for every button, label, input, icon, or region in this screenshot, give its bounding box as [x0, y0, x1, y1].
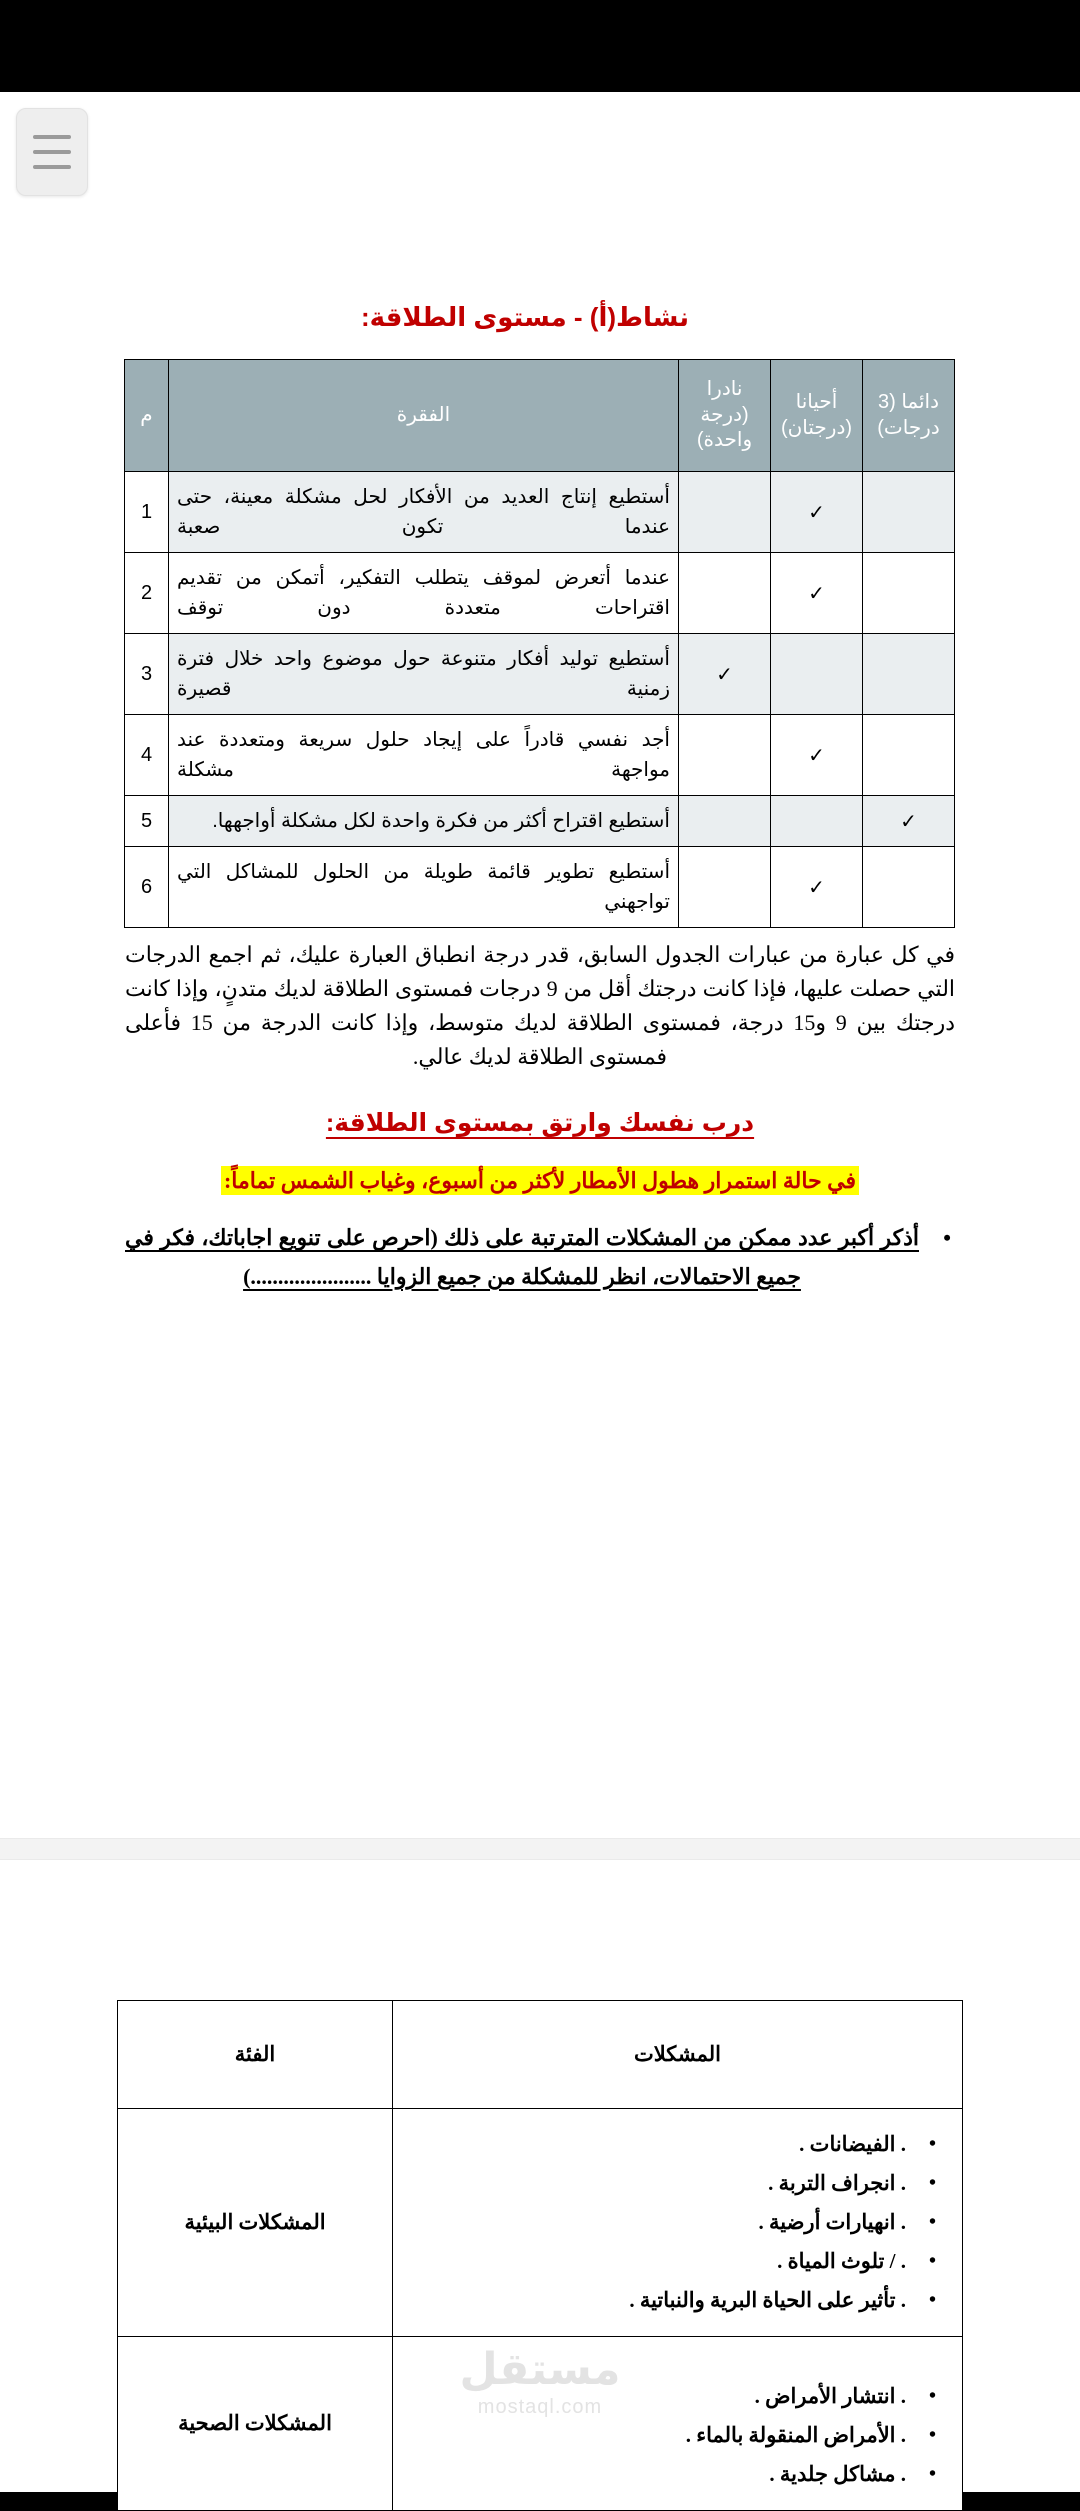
environmental-problems-list	[403, 2125, 936, 2320]
list-item: • . تأثير على الحياة البرية والنباتية .	[403, 2281, 936, 2320]
cell-always[interactable]: ✓	[863, 796, 955, 847]
cell-sometimes[interactable]: ✓	[771, 847, 863, 928]
cell-rarely[interactable]	[679, 553, 771, 634]
cell-sometimes[interactable]: ✓	[771, 553, 863, 634]
table-header-row	[125, 360, 955, 472]
header-item: الفقرة	[169, 360, 679, 472]
status-bar	[0, 0, 1080, 92]
list-item: • . انجراف التربة .	[403, 2164, 936, 2203]
table-row	[125, 472, 955, 553]
cell-item: أستطيع تطوير قائمة طويلة من الحلول للمشاكل التي تواجهني	[169, 847, 679, 928]
scenario-prompt	[125, 1138, 955, 1197]
list-item: • . الأمراض المنقولة بالماء .	[403, 2416, 936, 2455]
list-item: • . انتشار الأمراض .	[403, 2377, 936, 2416]
table-row	[125, 847, 955, 928]
cell-sometimes[interactable]: ✓	[771, 715, 863, 796]
header-category: الفئة	[118, 2001, 393, 2109]
list-item: • . مشاكل جلدية .	[403, 2455, 936, 2494]
header-sometimes: أحيانا (درجتان)	[771, 360, 863, 472]
cell-rarely[interactable]	[679, 472, 771, 553]
header-problems: المشكلات	[393, 2001, 963, 2109]
cell-item: أستطيع توليد أفكار متنوعة حول موضوع واحد خلال فترة زمنية قصيرة	[169, 634, 679, 715]
cell-always[interactable]	[863, 715, 955, 796]
hamburger-menu-icon	[33, 150, 71, 154]
list-item: • . انهيارات أرضية .	[403, 2203, 936, 2242]
health-problems-list	[403, 2377, 936, 2494]
page-2-content	[0, 2000, 1080, 2511]
cell-item: أستطيع إنتاج العديد من الأفكار لحل مشكلة معينة، حتى عندما تكون صعبة	[169, 472, 679, 553]
fluency-assessment-table	[124, 359, 955, 928]
hamburger-menu-icon	[33, 165, 71, 169]
list-item: • . الفيضانات .	[403, 2125, 936, 2164]
table-row	[125, 634, 955, 715]
cell-problems	[393, 2109, 963, 2337]
page-separator	[0, 1838, 1080, 1860]
task-bullet-list	[125, 1219, 955, 1296]
cell-rarely[interactable]	[679, 796, 771, 847]
cell-num: 2	[125, 553, 169, 634]
page-1-content	[0, 92, 1080, 1296]
table-row	[125, 553, 955, 634]
hamburger-menu-button[interactable]	[16, 108, 88, 196]
cell-always[interactable]	[863, 553, 955, 634]
table-row	[118, 2337, 963, 2511]
table-row	[118, 2109, 963, 2337]
cell-item: أستطيع اقتراح أكثر من فكرة واحدة لكل مشكلة أواجهها.	[169, 796, 679, 847]
cell-item: أجد نفسي قادراً على إيجاد حلول سريعة ومتعددة عند مواجهة مشكلة	[169, 715, 679, 796]
cell-category: المشكلات الصحية	[118, 2337, 393, 2511]
practice-section-title: درب نفسك وارتق بمستوى الطلاقة:	[325, 1109, 755, 1138]
cell-always[interactable]	[863, 634, 955, 715]
document-surface	[0, 92, 1080, 2486]
cell-sometimes[interactable]	[771, 634, 863, 715]
watermark-url-text: mostaql.com	[477, 2396, 603, 2418]
cell-num: 5	[125, 796, 169, 847]
cell-problems	[393, 2337, 963, 2511]
cell-sometimes[interactable]	[771, 796, 863, 847]
table-row	[125, 715, 955, 796]
cell-rarely[interactable]: ✓	[679, 634, 771, 715]
scoring-instructions: في كل عبارة من عبارات الجدول السابق، قدر درجة انطباق العبارة عليك، ثم اجمع الدرجات التي حصلت عليها، فإذا كانت درجتك أقل من 9 درجات فمستوى الطلاقة لديك متدنٍ، وإذا كانت درجتك بين 9 و15 درجة، فمستوى الطلاقة لديك متوسط، وإذا كانت الدرجة من 15 فأعلى فمستوى الطلاقة لديك عالي.	[125, 942, 956, 1070]
cell-item: عندما أتعرض لموقف يتطلب التفكير، أتمكن من تقديم اقتراحات متعددة دون توقف	[169, 553, 679, 634]
hamburger-menu-icon	[33, 135, 71, 139]
scenario-highlight-text: في حالة استمرار هطول الأمطار لأكثر من أسبوع، وغياب الشمس تماماً:	[221, 1166, 859, 1195]
cell-num: 1	[125, 472, 169, 553]
watermark-arabic-text: مستقل	[459, 2344, 621, 2395]
cell-num: 6	[125, 847, 169, 928]
table-row	[125, 796, 955, 847]
cell-num: 3	[125, 634, 169, 715]
activity-title: نشاط(أ) - مستوى الطلاقة:	[360, 302, 690, 332]
cell-category: المشكلات البيئية	[118, 2109, 393, 2337]
table-header-row	[118, 2001, 963, 2109]
header-always: دائما (3 درجات)	[863, 360, 955, 472]
cell-rarely[interactable]	[679, 847, 771, 928]
header-num: م	[125, 360, 169, 472]
cell-sometimes[interactable]: ✓	[771, 472, 863, 553]
cell-always[interactable]	[863, 847, 955, 928]
document-page-2	[0, 1860, 1080, 2492]
cell-rarely[interactable]	[679, 715, 771, 796]
cell-num: 4	[125, 715, 169, 796]
document-page-1	[0, 92, 1080, 1754]
header-rarely: نادرا (درجة واحدة)	[679, 360, 771, 472]
list-item: • أذكر أكبر عدد ممكن من المشكلات المترتبة على ذلك (احرص على تنويع اجاباتك، فكر في جميع الاحتمالات، انظر للمشكلة من جميع الزوايا ......................)	[125, 1219, 955, 1296]
cell-always[interactable]	[863, 472, 955, 553]
list-item: • . / تلوث المياة .	[403, 2242, 936, 2281]
problems-classification-table	[117, 2000, 963, 2511]
